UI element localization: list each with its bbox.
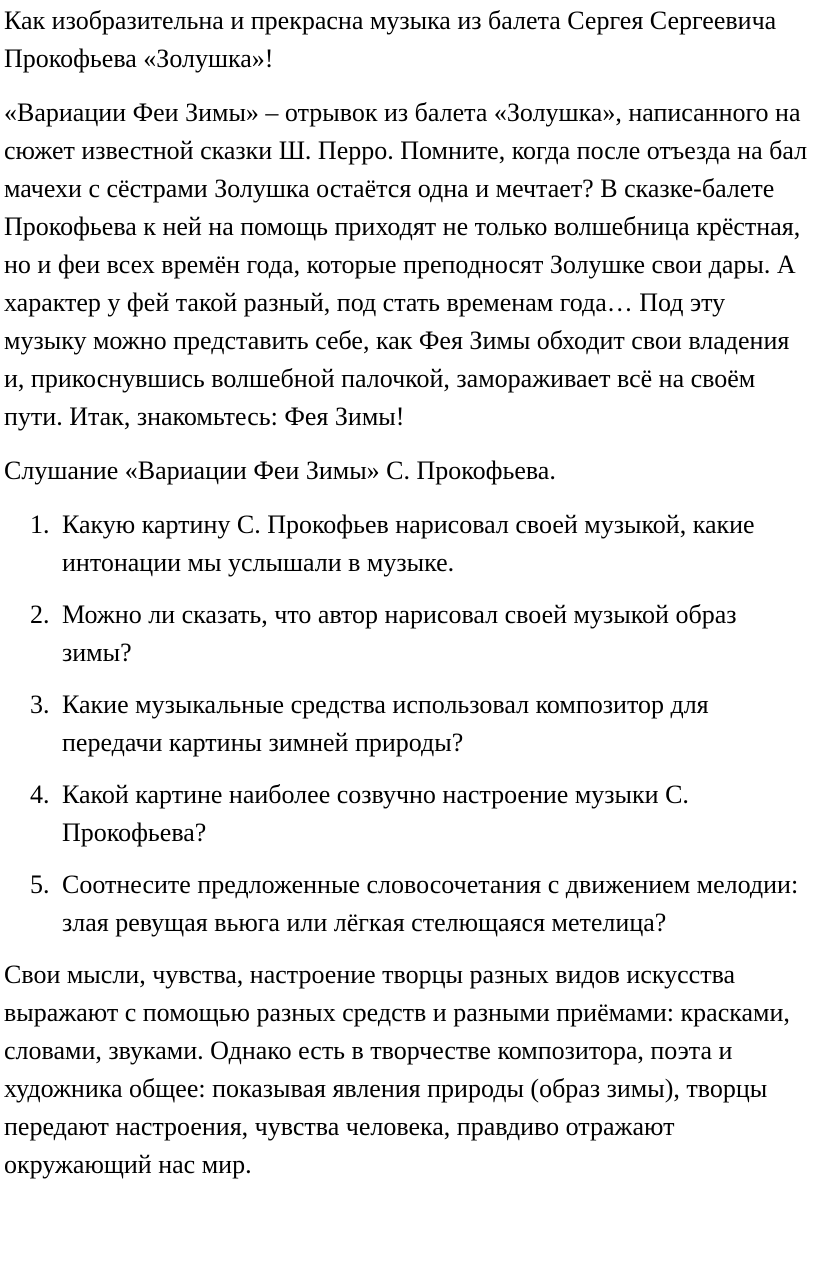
question-item xyxy=(30,686,802,762)
question-item xyxy=(30,506,802,582)
question-text: Какие музыкальные средства использовал композитор для передачи картины зимней природы? xyxy=(62,690,709,757)
question-text: Какую картину С. Прокофьев нарисовал своей музыкой, какие интонации мы услышали в музыке. xyxy=(62,510,755,577)
intro-paragraph: Как изобразительна и прекрасна музыка из балета Сергея Сергеевича Прокофьева «Золушка»! xyxy=(4,6,777,73)
question-item xyxy=(30,776,802,852)
listening-paragraph: Слушание «Вариации Феи Зимы» С. Прокофьева. xyxy=(4,456,556,485)
question-number: 4. xyxy=(30,780,50,809)
question-number: 1. xyxy=(30,510,50,539)
description-paragraph: «Вариации Феи Зимы» – отрывок из балета «Золушка», написанного на сюжет известной сказки Ш. Перро. Помните, когда после отъезда на бал мачехи с сёстрами Золушка остаётся одна и мечтает? В сказке-балете Прокофьева к ней на помощь приходят не только волшебница крёстная, но и феи всех времён года, которые преподносят Золушке свои дары. А характер у фей такой разный, под стать временам года… Под эту музыку можно представить себе, как Фея Зимы обходит свои владения и, прикоснувшись волшебной палочкой, замораживает всё на своём пути. Итак, знакомьтесь: Фея Зимы! xyxy=(4,98,808,431)
question-number: 2. xyxy=(30,600,50,629)
question-text: Соотнесите предложенные словосочетания с движением мелодии: злая ревущая вьюга или лёгкая стелющаяся метелица? xyxy=(62,870,799,937)
question-item xyxy=(30,866,802,942)
question-text: Какой картине наиболее созвучно настроение музыки С. Прокофьева? xyxy=(62,780,689,847)
question-number: 5. xyxy=(30,870,50,899)
questions-list xyxy=(4,506,816,942)
conclusion-paragraph: Свои мысли, чувства, настроение творцы разных видов искусства выражают с помощью разных средств и разными приёмами: красками, словами, звуками. Однако есть в творчестве композитора, поэта и художника общее: показывая явления природы (образ зимы), творцы передают настроения, чувства человека, правдиво отражают окружающий нас мир. xyxy=(4,960,790,1179)
question-item xyxy=(30,596,802,672)
question-number: 3. xyxy=(30,690,50,719)
question-text: Можно ли сказать, что автор нарисовал своей музыкой образ зимы? xyxy=(62,600,737,667)
